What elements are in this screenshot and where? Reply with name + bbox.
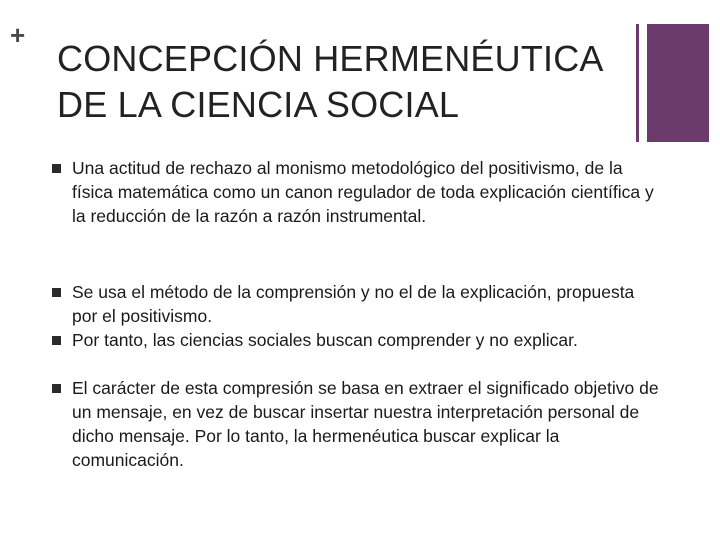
slide-title	[57, 36, 617, 128]
bullet-text: Se usa el método de la comprensión y no el de la explicación, propuesta por el positivismo.	[72, 282, 635, 326]
slide-title-line-2: DE LA CIENCIA SOCIAL	[57, 84, 460, 125]
plus-icon: +	[10, 20, 26, 50]
accent-bar	[647, 24, 709, 142]
square-bullet-icon	[52, 164, 61, 173]
bullet-item	[52, 328, 662, 352]
square-bullet-icon	[52, 384, 61, 393]
bullet-text: Por tanto, las ciencias sociales buscan comprender y no explicar.	[72, 330, 578, 350]
bullet-text: El carácter de esta compresión se basa en extraer el significado objetivo de un mensaje, en vez de buscar insertar nuestra interpretación personal de dicho mensaje. Por lo tanto, la hermenéutica buscar explicar la comunicación.	[72, 378, 659, 470]
bullet-item	[52, 376, 662, 472]
bullet-item	[52, 280, 662, 328]
accent-thin-stripe	[636, 24, 639, 142]
square-bullet-icon	[52, 288, 61, 297]
slide-title-line-1: CONCEPCIÓN HERMENÉUTICA	[57, 38, 604, 79]
bullet-item	[52, 156, 662, 228]
bullet-text: Una actitud de rechazo al monismo metodológico del positivismo, de la física matemática como un canon regulador de toda explicación científica y la reducción de la razón a razón instrumental.	[72, 158, 654, 226]
square-bullet-icon	[52, 336, 61, 345]
